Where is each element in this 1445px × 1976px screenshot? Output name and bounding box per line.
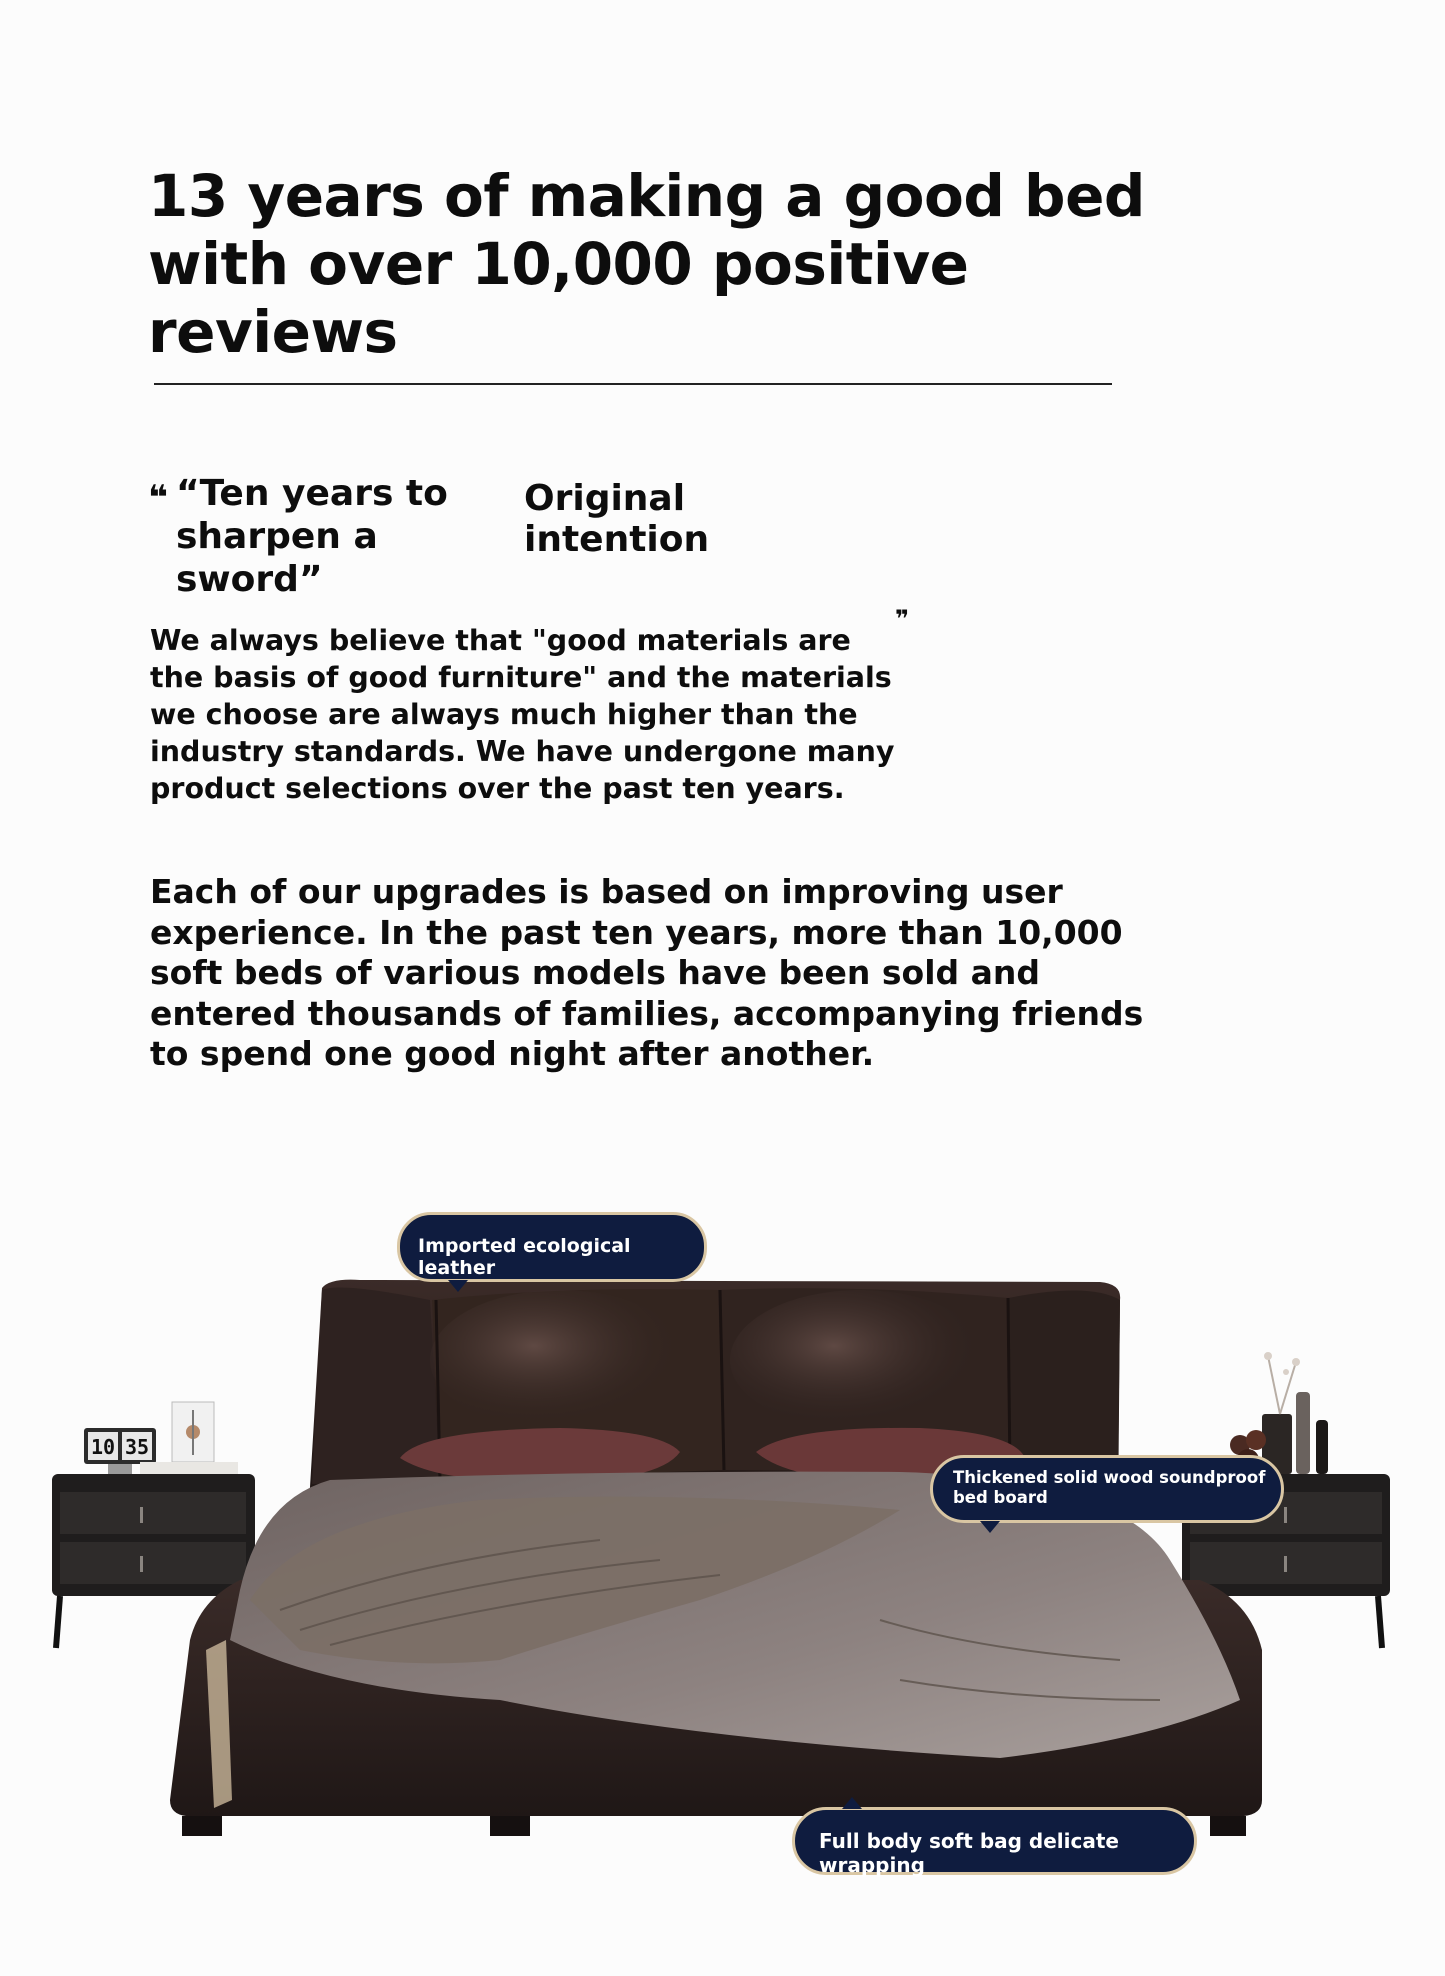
quote-right bbox=[524, 478, 824, 560]
quote-left-line-2: sharpen a sword” bbox=[176, 516, 378, 600]
callout-soft-bag-wrapping-text: Full body soft bag delicate wrapping bbox=[819, 1829, 1119, 1877]
callout-imported-leather-tail bbox=[448, 1280, 468, 1292]
headline bbox=[148, 162, 1148, 366]
bed-illustration bbox=[0, 1180, 1445, 1880]
callout-soft-bag-wrapping bbox=[792, 1807, 1197, 1875]
callout-solid-wood-board-tail bbox=[980, 1521, 1000, 1533]
close-quote-icon: ❞ bbox=[895, 605, 910, 633]
callout-solid-wood-board bbox=[930, 1455, 1284, 1523]
headline-line-1: 13 years of making a good bed bbox=[148, 162, 1145, 230]
open-quote-icon: ❝ bbox=[148, 478, 168, 518]
clock-hours: 10 bbox=[90, 1435, 116, 1459]
paragraph-upgrades: Each of our upgrades is based on improving user experience. In the past ten years, more than 10,000 soft beds of various models have been sold and entered thousands of families, accompanying friends to spend one good night after another. bbox=[150, 872, 1144, 1073]
callout-solid-wood-board-text: Thickened solid wood soundproof bed board bbox=[953, 1468, 1266, 1507]
callout-imported-leather-text: Imported ecological leather bbox=[418, 1235, 631, 1279]
callout-soft-bag-wrapping-tail bbox=[842, 1797, 862, 1809]
quote-right-line-2: intention bbox=[524, 519, 710, 560]
divider bbox=[154, 383, 1112, 385]
quote-left-line-1: “Ten years to bbox=[176, 473, 448, 514]
quote-right-line-1: Original bbox=[524, 478, 686, 519]
headline-line-2: with over 10,000 positive reviews bbox=[148, 230, 969, 366]
paragraph-materials: We always believe that "good materials are the basis of good furniture" and the materials we choose are always much higher than the industry standards. We have undergone many product selections over the past ten years. bbox=[150, 624, 895, 805]
quote-left bbox=[176, 472, 506, 601]
callout-imported-leather bbox=[397, 1212, 707, 1282]
clock-minutes: 35 bbox=[124, 1435, 150, 1459]
